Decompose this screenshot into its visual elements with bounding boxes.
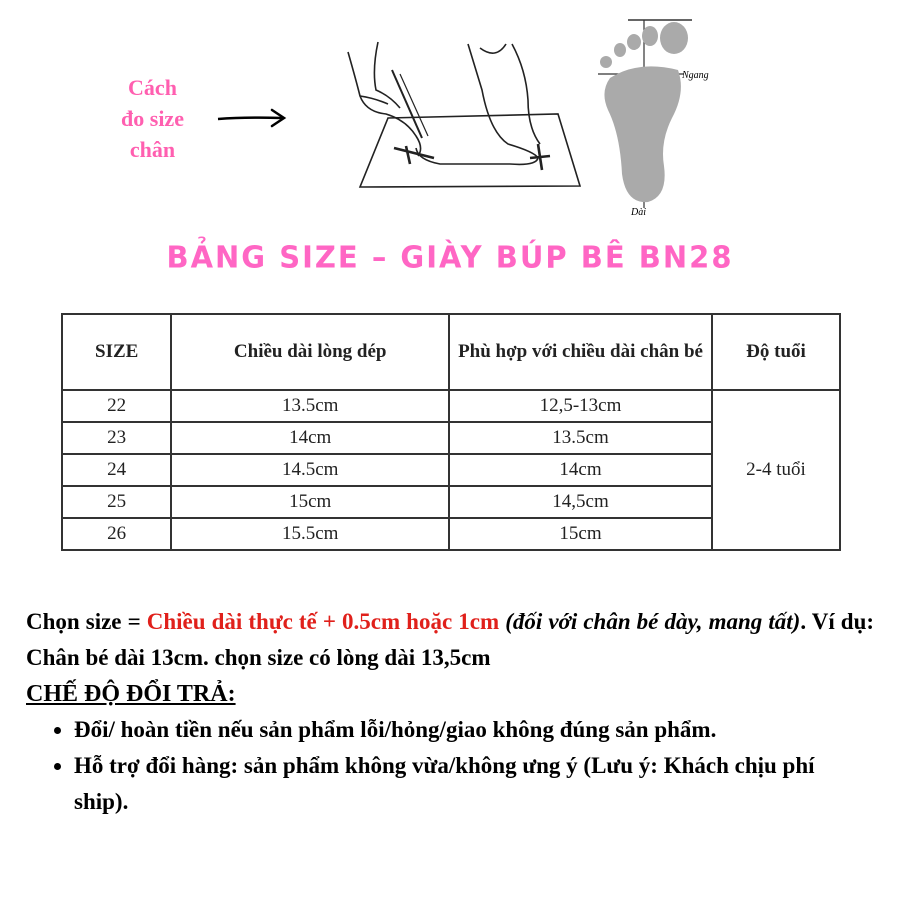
- header-age: Độ tuổi: [712, 314, 840, 390]
- cell-sole-length: 13.5cm: [171, 390, 449, 422]
- cell-foot-length: 15cm: [449, 518, 712, 550]
- advice-prefix: Chọn size =: [26, 609, 147, 634]
- arrow-right-icon: [216, 104, 288, 132]
- notes-section: [26, 604, 874, 820]
- foot-measuring-icon: [330, 40, 590, 200]
- cell-size: 22: [62, 390, 171, 422]
- cell-sole-length: 15.5cm: [171, 518, 449, 550]
- cell-size: 26: [62, 518, 171, 550]
- advice-formula: Chiều dài thực tế + 0.5cm hoặc 1cm: [146, 609, 500, 634]
- header-size: SIZE: [62, 314, 171, 390]
- header-sole-length: Chiều dài lòng dép: [171, 314, 449, 390]
- footprint-icon: [588, 14, 698, 214]
- cell-size: 23: [62, 422, 171, 454]
- cell-size: 25: [62, 486, 171, 518]
- cell-sole-length: 14cm: [171, 422, 449, 454]
- cell-age: 2-4 tuổi: [712, 390, 840, 550]
- cell-sole-length: 14.5cm: [171, 454, 449, 486]
- table-row: [62, 390, 840, 422]
- table-header-row: [62, 314, 840, 390]
- caption-line-2: đo size: [121, 106, 184, 131]
- list-item: • Hỗ trợ đổi hàng: sản phẩm không vừa/không ưng ý (Lưu ý: Khách chịu phí ship).: [74, 748, 874, 820]
- advice-example: . Ví dụ: Chân bé dài 13cm. chọn size có lòng dài 13,5cm: [26, 609, 875, 670]
- cell-foot-length: 14cm: [449, 454, 712, 486]
- cell-foot-length: 14,5cm: [449, 486, 712, 518]
- caption-line-1: Cách: [128, 75, 177, 100]
- caption-line-3: chân: [129, 137, 176, 162]
- cell-size: 24: [62, 454, 171, 486]
- page-title: BẢNG SIZE – GIÀY BÚP BÊ BN28: [166, 239, 734, 275]
- list-item: • Đổi/ hoàn tiền nếu sản phẩm lỗi/hỏng/giao không đúng sản phẩm.: [74, 712, 874, 748]
- size-advice: [26, 604, 874, 676]
- width-label: Ngang: [682, 70, 709, 81]
- length-label: Dài: [631, 207, 646, 218]
- measure-caption: [100, 72, 205, 165]
- advice-note: (đối với chân bé dày, mang tất): [505, 609, 801, 634]
- cell-foot-length: 12,5-13cm: [449, 390, 712, 422]
- header-foot-length: Phù hợp với chiều dài chân bé: [449, 314, 712, 390]
- policy-list: [26, 712, 874, 820]
- cell-foot-length: 13.5cm: [449, 422, 712, 454]
- policy-title: CHẾ ĐỘ ĐỔI TRẢ:: [26, 681, 236, 707]
- size-table: [61, 313, 841, 551]
- cell-sole-length: 15cm: [171, 486, 449, 518]
